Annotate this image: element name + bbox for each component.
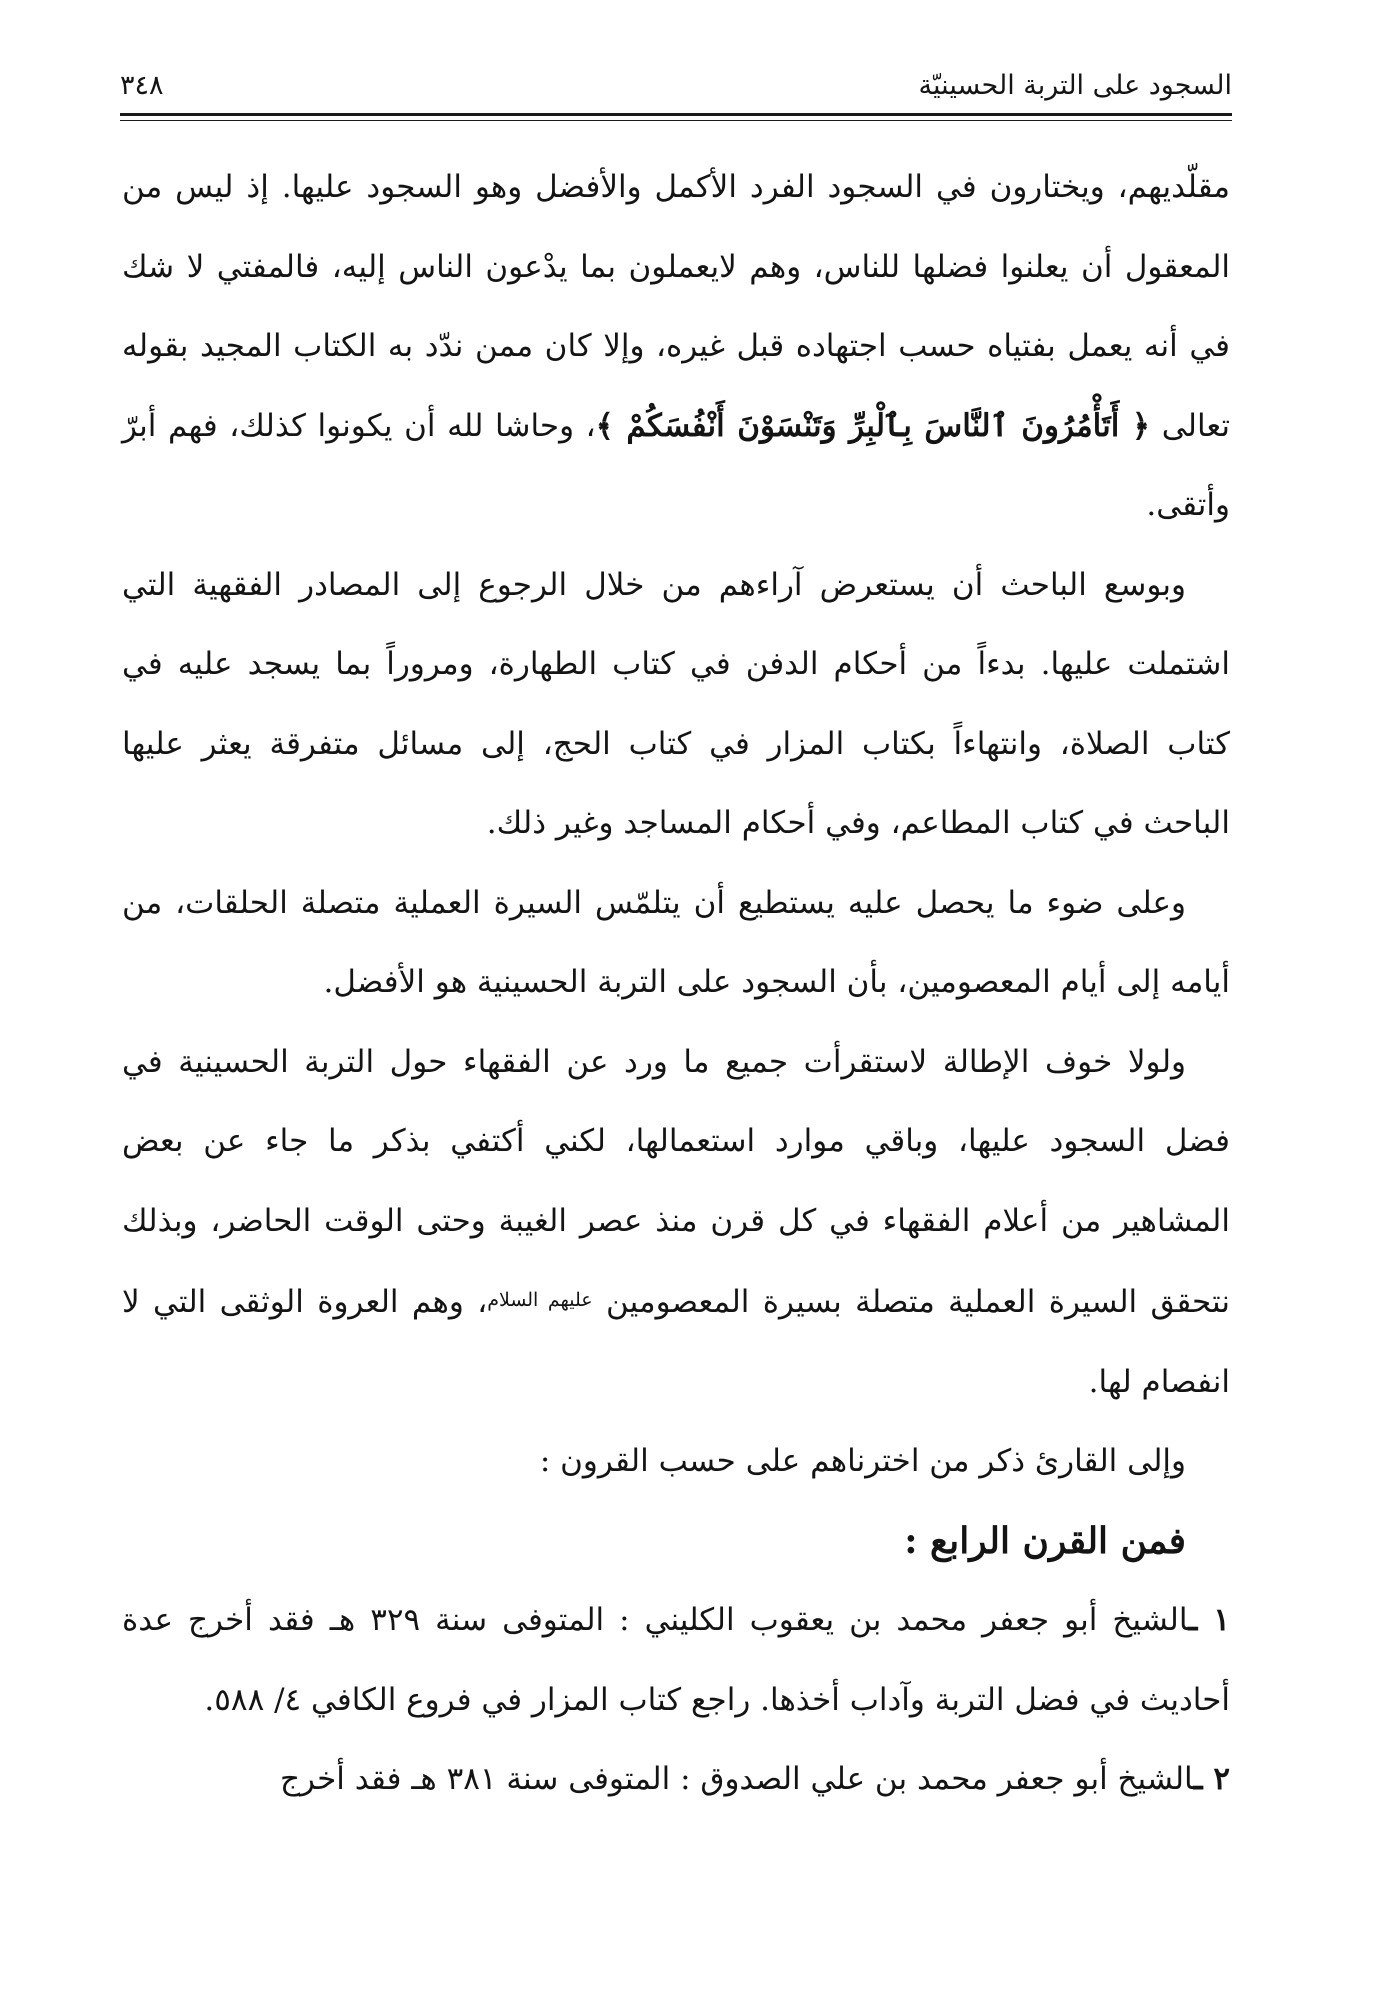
paragraph-1 bbox=[122, 148, 1230, 546]
list-item-2-text: الشيخ أبو جعفر محمد بن علي الصدوق : المتوفى سنة ٣٨١ هـ فقد أخرج bbox=[279, 1761, 1194, 1797]
body-text bbox=[122, 148, 1230, 1820]
page-number: ٣٤٨ bbox=[120, 70, 164, 101]
paragraph-2: وبوسع الباحث أن يستعرض آراءهم من خلال الرجوع إلى المصادر الفقهية التي اشتملت عليها. بدءاً من أحكام الدفن في كتاب الطهارة، ومروراً بما يسجد عليه في كتاب الصلاة، وانتهاءاً بكتاب المزار في كتاب الحج، إلى مسائل متفرقة يعثر عليها الباحث في كتاب المطاعم، وفي أحكام المساجد وغير ذلك. bbox=[122, 566, 1230, 841]
page-header bbox=[120, 66, 1232, 112]
header-rule-thick bbox=[120, 113, 1232, 116]
paragraph-1-text: مقلّديهم، ويختارون في السجود الفرد الأكمل والأفضل وهو السجود عليها. إذ ليس من المعقول أن يعلنوا فضلها للناس، وهم لايعملون بما يدْعون الناس إليه، فالمفتي لا شك في أنه يعمل بفتياه حسب اجتهاده قبل غيره، وإلا كان ممن ندّد به الكتاب المجيد بقوله تعالى bbox=[122, 169, 1230, 444]
paragraph-4-end: ، وهم العروة الوثقى التي لا انفصام لها. bbox=[122, 1284, 1230, 1400]
list-item-1 bbox=[122, 1581, 1230, 1740]
paragraph-3: وعلى ضوء ما يحصل عليه يستطيع أن يتلمّس السيرة العملية متصلة الحلقات، من أيامه إلى أيام المعصومين، بأن السجود على التربة الحسينية هو الأفضل. bbox=[122, 884, 1230, 1000]
paragraph-5: وإلى القارئ ذكر من اخترناهم على حسب القرون : bbox=[539, 1443, 1186, 1479]
running-title: السجود على التربة الحسينيّة bbox=[918, 70, 1232, 101]
list-item-2-number: ٢ ـ bbox=[1193, 1761, 1230, 1797]
paragraph-4 bbox=[122, 1023, 1230, 1423]
list-item-1-number: ١ ـ bbox=[1188, 1602, 1230, 1638]
blessing-glyph: عليهم السلام bbox=[487, 1289, 593, 1311]
paragraph-1-end: ، وحاشا لله أن يكونوا كذلك، فهم أبرّ وأتقى. bbox=[122, 407, 1230, 523]
list-item-2 bbox=[122, 1740, 1230, 1820]
paragraph-4-text: ولولا خوف الإطالة لاستقرأت جميع ما ورد عن الفقهاء حول التربة الحسينية في فضل السجود عليها، وباقي موارد استعمالها، لكني أكتفي بذكر ما جاء عن بعض المشاهير من أعلام الفقهاء في كل قرن منذ عصر الغيبة وحتى الوقت الحاضر، وبذلك نتحقق السيرة العملية متصلة بسيرة المعصومين bbox=[122, 1043, 1231, 1320]
quran-verse: ﴿ أَتَأْمُرُونَ ٱلنَّاسَ بِٱلْبِرِّ وَتَنْسَوْنَ أَنْفُسَكُمْ ﴾ bbox=[595, 407, 1151, 444]
header-rule-thin bbox=[120, 120, 1232, 121]
list-item-1-text: الشيخ أبو جعفر محمد بن يعقوب الكليني : المتوفى سنة ٣٢٩ هـ فقد أخرج عدة أحاديث في فضل التربة وآداب أخذها. راجع كتاب المزار في فروع الكافي ٤/ ٥٨٨. bbox=[122, 1602, 1230, 1718]
section-heading: فمن القرن الرابع : bbox=[904, 1519, 1186, 1562]
